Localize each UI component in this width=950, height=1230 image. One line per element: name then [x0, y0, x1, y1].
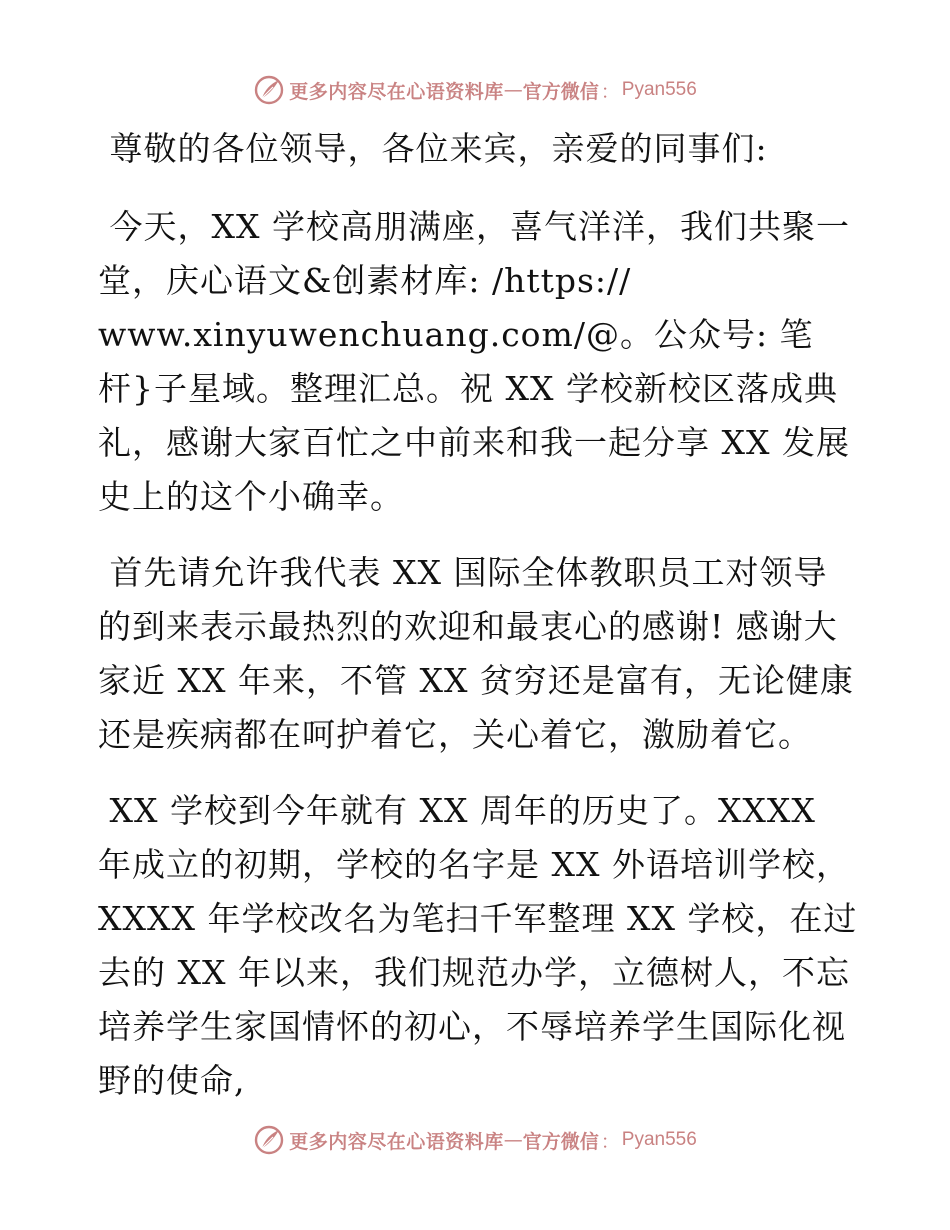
footer-site-text: 更多内容尽在心语资料库 — [289, 1130, 504, 1153]
paragraph-welcome: 首先请允许我代表 XX 国际全体教职员工对领导的到来表示最热烈的欢迎和最衷心的感谢! 感谢大家近 XX 年来，不管 XX 贫穷还是富有，无论健康还是疾病都在呵护着它，关心着它，激励着它。 — [98, 553, 854, 754]
feather-pen-logo-icon — [253, 1124, 285, 1156]
header-dash: — — [503, 79, 523, 101]
document-body — [98, 122, 858, 1130]
footer-watermark-banner — [0, 1120, 950, 1160]
header-colon: ： — [600, 80, 620, 103]
paragraph-history: XX 学校到今年就有 XX 周年的历史了。XXXX 年成立的初期，学校的名字是 XX 外语培训学校，XXXX 年学校改名为笔扫千军整理 XX 学校，在过去的 XX 年以来，我们规范办学，立德树人，不忘培养学生家国情怀的初心，不辱培养学生国际化视野的使命, — [98, 791, 858, 1100]
header-wechat-label: 官方微信 — [522, 80, 599, 103]
header-wechat-id: Pyan556 — [621, 79, 697, 100]
paragraph-salutation: 尊敬的各位领导，各位来宾，亲爱的同事们: — [98, 129, 768, 168]
footer-wechat-label: 官方微信 — [522, 1130, 599, 1153]
header-watermark-banner — [0, 70, 950, 110]
footer-dash: — — [503, 1129, 523, 1151]
footer-colon: ： — [600, 1130, 620, 1153]
paragraph-opening: 今天，XX 学校高朋满座，喜气洋洋，我们共聚一堂，庆心语文&创素材库: /https:// www.xinyuwenchuang.com/@。公众号: 笔杆}子星域。整理汇总。祝 XX 学校新校区落成典礼，感谢大家百忙之中前来和我一起分享 XX 发展史上的这个小确幸。 — [98, 207, 850, 516]
footer-wechat-id: Pyan556 — [621, 1129, 697, 1150]
header-site-text: 更多内容尽在心语资料库 — [289, 80, 504, 103]
feather-pen-logo-icon — [253, 74, 285, 106]
